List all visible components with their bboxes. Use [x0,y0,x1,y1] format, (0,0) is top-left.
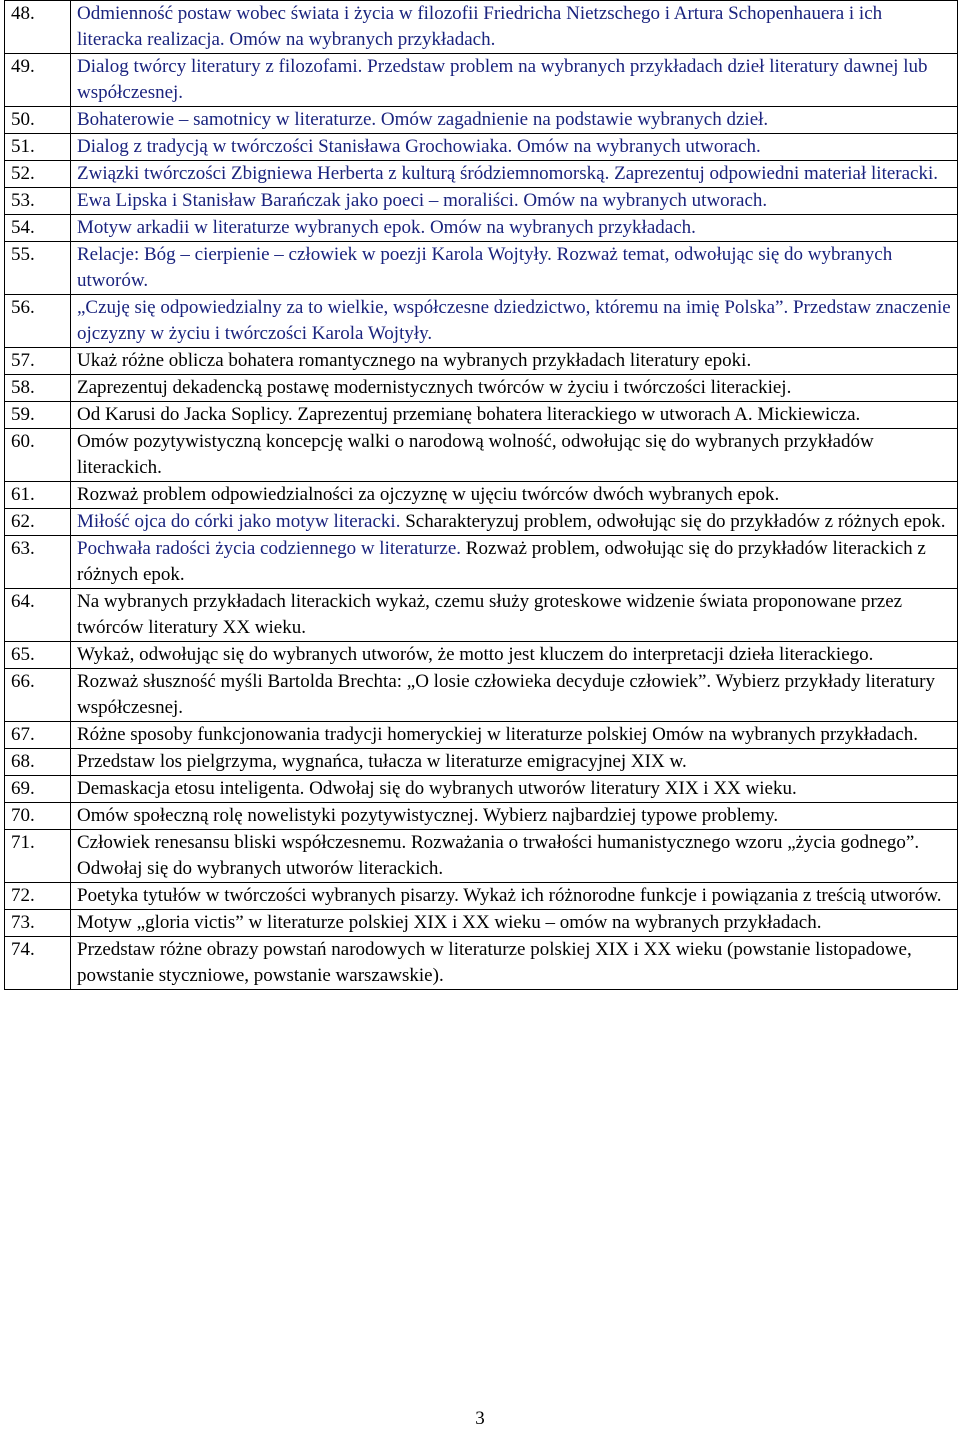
topic-row [5,749,958,776]
topic-row [5,161,958,188]
topic-number: 62. [5,509,71,536]
topic-row [5,937,958,990]
topic-text [71,242,958,295]
topic-number: 68. [5,749,71,776]
topic-text [71,749,958,776]
topic-row [5,295,958,348]
topic-number: 64. [5,589,71,642]
topic-text-segment: Wykaż, odwołując się do wybranych utworów, że motto jest kluczem do interpretacji dzieła literackiego. [77,644,874,665]
topic-number: 63. [5,536,71,589]
topic-text [71,910,958,937]
topic-row [5,509,958,536]
topic-row [5,134,958,161]
topic-text-segment: Odmienność postaw wobec świata i życia w filozofii Friedricha Nietzschego i Artura Schopenhauera i ich literacka realizacja. Omów na wybranych przykładach. [77,3,883,50]
page-number: 3 [475,1408,485,1429]
topics-table [4,0,958,990]
topic-row [5,776,958,803]
topic-number: 51. [5,134,71,161]
topic-number: 49. [5,54,71,107]
topic-text-segment: Na wybranych przykładach literackich wykaż, czemu służy groteskowe widzenie świata proponowane przez twórców literatury XX wieku. [77,591,903,638]
topic-number: 52. [5,161,71,188]
topic-text [71,107,958,134]
topic-text [71,589,958,642]
topic-row [5,482,958,509]
topic-text-segment: Dialog z tradycją w twórczości Stanisława Grochowiaka. Omów na wybranych utworach. [77,136,761,157]
topic-text-segment: Rozważ problem odpowiedzialności za ojczyznę w ujęciu twórców dwóch wybranych epok. [77,484,780,505]
topic-text [71,776,958,803]
topic-text-segment: Miłość ojca do córki jako motyw literacki. [77,511,406,532]
topic-text-segment: Różne sposoby funkcjonowania tradycji homeryckiej w literaturze polskiej Omów na wybranych przykładach. [77,724,919,745]
topics-table-body [5,1,958,990]
topic-number: 58. [5,375,71,402]
topic-number: 61. [5,482,71,509]
topic-row [5,215,958,242]
topic-text [71,482,958,509]
topic-number: 72. [5,883,71,910]
topic-text-segment: Rozważ słuszność myśli Bartolda Brechta: „O losie człowieka decyduje człowiek”. Wybierz przykłady literatury współczesnej. [77,671,935,718]
topic-number: 67. [5,722,71,749]
topic-number: 70. [5,803,71,830]
topic-text-segment: Przedstaw różne obrazy powstań narodowych w literaturze polskiej XIX i XX wieku (powstanie listopadowe, powstanie styczniowe, powstanie warszawskie). [77,939,912,986]
topic-row [5,803,958,830]
topic-text [71,937,958,990]
topic-text-segment: Poetyka tytułów w twórczości wybranych pisarzy. Wykaż ich różnorodne funkcje i powiązania z treścią utworów. [77,885,942,906]
topic-number: 54. [5,215,71,242]
topic-text [71,54,958,107]
topic-row [5,669,958,722]
topic-text [71,215,958,242]
topic-text [71,830,958,883]
topic-text-segment: Ewa Lipska i Stanisław Barańczak jako poeci – moraliści. Omów na wybranych utworach. [77,190,768,211]
topic-number: 50. [5,107,71,134]
topic-text [71,669,958,722]
topic-text-segment: Bohaterowie – samotnicy w literaturze. Omów zagadnienie na podstawie wybranych dzieł. [77,109,769,130]
topic-text [71,134,958,161]
topic-text [71,161,958,188]
topic-number: 57. [5,348,71,375]
topic-text-segment: Związki twórczości Zbigniewa Herberta z kulturą śródziemnomorską. Zaprezentuj odpowiedni materiał literacki. [77,163,939,184]
topic-row [5,830,958,883]
topic-row [5,910,958,937]
topic-text [71,348,958,375]
topic-text-segment: Zaprezentuj dekadencką postawę modernistycznych twórców w życiu i twórczości literackiej. [77,377,792,398]
topic-number: 53. [5,188,71,215]
topic-text [71,803,958,830]
topic-text-segment: Motyw arkadii w literaturze wybranych epok. Omów na wybranych przykładach. [77,217,696,238]
topic-text [71,402,958,429]
topic-text-segment: Scharakteryzuj problem, odwołując się do przykładów z różnych epok. [405,511,946,532]
topic-text-segment: Od Karusi do Jacka Soplicy. Zaprezentuj przemianę bohatera literackiego w utworach A. Mickiewicza. [77,404,861,425]
topic-text [71,188,958,215]
topic-row [5,536,958,589]
topic-number: 69. [5,776,71,803]
topic-text-segment: Pochwała radości życia codziennego w literaturze. [77,538,466,559]
topic-text [71,375,958,402]
topic-text [71,536,958,589]
topic-row [5,589,958,642]
topic-text-segment: Omów społeczną rolę nowelistyki pozytywistycznej. Wybierz najbardziej typowe problemy. [77,805,779,826]
topic-text [71,883,958,910]
topic-number: 65. [5,642,71,669]
topic-text-segment: Relacje: Bóg – cierpienie – człowiek w poezji Karola Wojtyły. Rozważ temat, odwołując się do wybranych utworów. [77,244,893,291]
topic-text-segment: Przedstaw los pielgrzyma, wygnańca, tułacza w literaturze emigracyjnej XIX w. [77,751,687,772]
topic-row [5,107,958,134]
topic-number: 56. [5,295,71,348]
topic-text-segment: Motyw „gloria victis” w literaturze polskiej XIX i XX wieku – omów na wybranych przykładach. [77,912,822,933]
topic-text-segment: Ukaż różne oblicza bohatera romantycznego na wybranych przykładach literatury epoki. [77,350,752,371]
topic-row [5,348,958,375]
topic-number: 74. [5,937,71,990]
topic-text-segment: „Czuję się odpowiedzialny za to wielkie, współczesne dziedzictwo, któremu na imię Polska”. Przedstaw znaczenie ojczyzny w życiu i twórczości Karola Wojtyły. [77,297,951,344]
topic-number: 73. [5,910,71,937]
topic-row [5,883,958,910]
topic-row [5,429,958,482]
topic-row [5,722,958,749]
topic-text [71,642,958,669]
topic-text-segment: Dialog twórcy literatury z filozofami. Przedstaw problem na wybranych przykładach dzieł literatury dawnej lub współczesnej. [77,56,928,103]
topic-text [71,1,958,54]
topic-number: 59. [5,402,71,429]
topic-text-segment: Omów pozytywistyczną koncepcję walki o narodową wolność, odwołując się do wybranych przykładów literackich. [77,431,874,478]
topic-number: 60. [5,429,71,482]
topic-number: 48. [5,1,71,54]
topic-row [5,402,958,429]
topic-text-segment: Człowiek renesansu bliski współczesnemu. Rozważania o trwałości humanistycznego wzoru „życia godnego”. Odwołaj się do wybranych utworów literackich. [77,832,920,879]
topic-text [71,429,958,482]
topic-text [71,509,958,536]
topic-row [5,642,958,669]
topic-row [5,375,958,402]
topic-text-segment: Demaskacja etosu inteligenta. Odwołaj się do wybranych utworów literatury XIX i XX wieku. [77,778,797,799]
topic-row [5,1,958,54]
topic-number: 66. [5,669,71,722]
topic-text [71,722,958,749]
topic-number: 71. [5,830,71,883]
topic-row [5,54,958,107]
topic-number: 55. [5,242,71,295]
topic-text-segment: Rozważ problem, odwołując się do przykładów literackich z różnych epok. [77,538,926,585]
topic-text [71,295,958,348]
topic-row [5,242,958,295]
topic-row [5,188,958,215]
